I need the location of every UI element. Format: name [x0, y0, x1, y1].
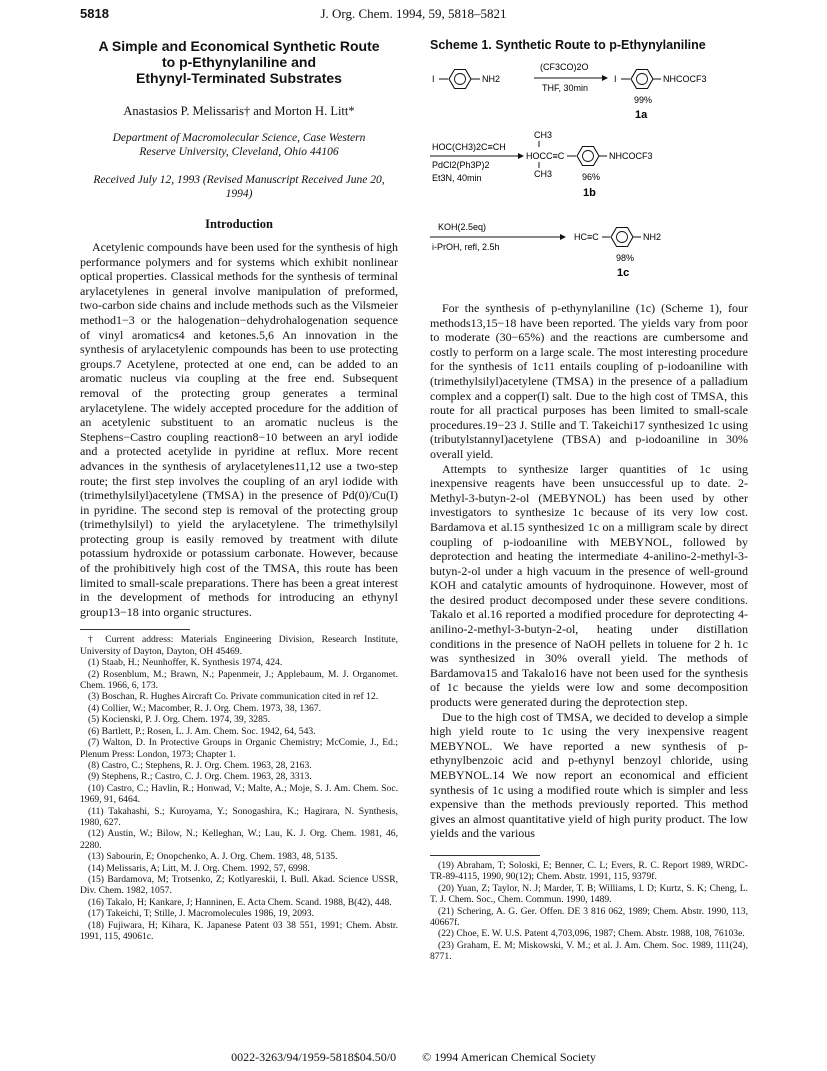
page-footer	[0, 1050, 827, 1065]
article-title	[80, 38, 398, 86]
page-number: 5818	[80, 6, 109, 21]
received-line-2: 1994)	[225, 188, 253, 200]
product3-amine: NH2	[643, 232, 662, 242]
title-line-3: Ethynyl-Terminated Substrates	[136, 70, 342, 86]
footnote-divider	[430, 855, 540, 856]
footnote: (16) Takalo, H; Kankare, J; Hanninen, E. Acta Chem. Scand. 1988, B(42), 448.	[88, 896, 392, 908]
benzene-ring-icon	[611, 228, 633, 247]
affiliation-line-2: Reserve University, Cleveland, Ohio 44106	[139, 146, 339, 158]
step2-conditions: Et3N, 40min	[432, 173, 482, 183]
footnote: (20) Yuan, Z; Taylor, N. J; Marder, T. B; Williams, I. D; Kurtz, S. K; Cheng, L. T. J. Chem. Soc., Chem. Commun. 1990, 1489.	[430, 882, 748, 906]
footnotes-right	[430, 860, 748, 963]
footnotes-left	[80, 634, 398, 942]
paragraph: Attempts to synthesize larger quantities of 1c using inexpensive reagents have been unsuccessful up to date. 2-Methyl-3-butyn-2-ol (MEBYNOL) has been used by other investigators to synthesize 1c because of its very low cost. Bardamova et al.15 synthesized 1c on a milligram scale by direct coupling of p-iodoaniline with MEBYNOL, followed by deprotection and heating the intermediate 4-anilino-2-methyl-3-butyn-2-ol under a high vacuum in the presence of well-ground KOH and catalytic amounts of hydroquinone. However, most of the desired product decomposed under these severe conditions. Takalo et al.16 reported a modified procedure for deprotecting 4-anilino-2-methyl-3-butyn-2-ol, heating under distillation conditions in the presence of NaOH pellets in toluene for 2 h. 1c was synthesized in 30% overall yield. The methods of Bardamova15 and Takalo16 have not been used for the synthesis of 1c because the yields were low and some decomposition products were generated during the deprotection step.	[430, 461, 748, 710]
product2-amide: NHCOCF3	[609, 151, 653, 161]
footnote: (21) Schering, A. G. Ger. Offen. DE 3 816 062, 1989; Chem. Abstr. 1990, 113, 40667f.	[430, 905, 748, 928]
compound-1b: 1b	[583, 187, 596, 199]
footnote: (8) Castro, C.; Stephens, R. J. Org. Chem. 1963, 28, 2163.	[88, 759, 312, 771]
step3-reagent: KOH(2.5eq)	[438, 222, 487, 232]
title-line-1: A Simple and Economical Synthetic Route	[98, 38, 380, 54]
footnote: (15) Bardamova, M; Trotsenko, Z; Kotlyareskii, I. Bull. Akad. Science USSR, Div. Chem. 1982, 1057.	[80, 873, 398, 897]
received-date	[80, 173, 398, 201]
footnote: (18) Fujiwara, H; Kihara, K. Japanese Patent 03 38 551, 1991; Chem. Abstr. 1991, 115, 49061c.	[80, 919, 398, 942]
journal-citation: J. Org. Chem. 1994, 59, 5818–5821	[320, 6, 507, 21]
step2-reagent: HOC(CH3)2C≡CH	[432, 142, 506, 152]
reactant-amine: NH2	[482, 74, 501, 84]
footnote: (13) Sabourin, E; Onopchenko, A. J. Org. Chem. 1983, 48, 5135.	[88, 851, 338, 863]
footnote: (2) Rosenblum, M.; Brawn, N.; Papenmeir, J.; Applebaum, M. J. Organomet. Chem. 1966, 6, 173.	[80, 668, 398, 692]
yield-1a: 99%	[634, 95, 653, 105]
product3-alkyne: HC≡C	[574, 232, 599, 242]
compound-1c: 1c	[617, 267, 630, 279]
benzene-ring-icon	[577, 147, 599, 166]
copyright: © 1994 American Chemical Society	[422, 1050, 596, 1064]
product1-iodo: I	[614, 74, 617, 84]
product2-methyl-bottom: CH3	[534, 169, 553, 179]
footnote: (4) Collier, W.; Macomber, R. J. Org. Chem. 1973, 38, 1367.	[88, 702, 322, 714]
reaction-scheme	[430, 58, 748, 348]
paragraph: Due to the high cost of TMSA, we decided to develop a simple high yield route to 1c using the very inexpensive reagent MEBYNOL. We have reported a new synthesis of p-ethynylbenzoic acid and p-ethynyl benzoyl chloride, using MEBYNOL.14 We now report an economical and efficient synthesis of 1c using a modified route which is simpler and less expensive than the methods previously reported. This method gives an almost quantitative yield of high purity product. The low yields and the various	[430, 709, 748, 841]
footnote: (17) Takeichi, T; Stille, J. Macromolecules 1986, 19, 2093.	[88, 908, 314, 920]
benzene-ring-icon	[631, 70, 653, 89]
journal-code: 0022-3263/94/1959-5818$04.50/0	[231, 1050, 397, 1064]
step3-conditions: i-PrOH, refl, 2.5h	[432, 242, 500, 252]
authors: Anastasios P. Melissaris† and Morton H. Litt*	[123, 104, 355, 118]
footnote: (12) Austin, W.; Bilow, N.; Kelleghan, W.; Lau, K. J. Org. Chem. 1981, 46, 2280.	[80, 828, 398, 851]
product2-methyl-top: CH3	[534, 130, 553, 140]
right-column	[430, 38, 748, 963]
reactant-iodo: I	[432, 74, 435, 84]
footnote: (14) Melissaris, A; Litt, M. J. Org. Chem. 1992, 57, 6998.	[88, 862, 310, 874]
scheme-title: Scheme 1. Synthetic Route to p-Ethynylaniline	[430, 38, 706, 52]
footnote: (3) Boschan, R. Hughes Aircraft Co. Private communication cited in ref 12.	[88, 691, 379, 703]
product2-alkyne: HOCC≡C	[526, 151, 565, 161]
footnote: (10) Castro, C.; Havlin, R.; Honwad, V.; Malte, A.; Moje, S. J. Am. Chem. Soc. 1969, 91, 6464.	[80, 782, 398, 806]
footnote: † Current address: Materials Engineering Division, Research Institute, University of Dayton, Dayton, OH 45469.	[80, 634, 398, 657]
footnote: (23) Graham, E. M; Miskowski, V. M.; et al. J. Am. Chem. Soc. 1989, 111(24), 8771.	[430, 939, 748, 963]
step2-catalyst: PdCl2(Ph3P)2	[432, 160, 490, 170]
footnote: (1) Staab, H.; Neunhoffer, K. Synthesis 1974, 424.	[88, 657, 283, 669]
paragraph: For the synthesis of p-ethynylaniline (1c) (Scheme 1), four methods13,15−18 have been reported. The yields vary from poor to moderate (30−65%) and the reactions are cumbersome and costly to perform on a large scale. The most interesting procedure for the synthesis of 1c11 entails coupling of p-iodoaniline with (trimethylsilyl)acetylene (TMSA) in the presence of a palladium complex and a copper(I) salt. Due to the high cost of TMSA, this route for all practical purposes has been limited to small-scale procedures.19−23 J. Stille and T. Takeichi17 synthesized 1c using (tributylstannyl)acetylene (TBSA) and p-iodoaniline in 30% overall yield.	[430, 301, 748, 461]
step1-conditions: THF, 30min	[542, 83, 589, 93]
product1-amide: NHCOCF3	[663, 74, 707, 84]
body-text-right	[430, 301, 748, 841]
introduction-heading: Introduction	[205, 217, 273, 231]
title-line-2: to p-Ethynylaniline and	[161, 54, 316, 70]
left-column	[80, 38, 398, 942]
affiliation	[80, 131, 398, 159]
yield-1b: 96%	[582, 172, 601, 182]
yield-1c: 98%	[616, 253, 635, 263]
benzene-ring-icon	[449, 70, 471, 89]
compound-1a: 1a	[635, 109, 648, 121]
received-line-1: Received July 12, 1993 (Revised Manuscript Received June 20,	[93, 174, 385, 186]
footnote: (6) Bartlett, P.; Rosen, L. J. Am. Chem. Soc. 1942, 64, 543.	[88, 725, 316, 737]
affiliation-line-1: Department of Macromolecular Science, Case Western	[112, 132, 366, 144]
introduction-paragraph: Acetylenic compounds have been used for the synthesis of high performance polymers and for systems which exhibit nonlinear optical properties. Classical methods for the synthesis of terminal arylacetylenes in general involve manipulation of preformed, two-carbon side chains and include methods such as the Vilsmeier method1−3 or the halogenation−dehydrohalogenation sequence of vinyl aromatics4 and ketones.5,6 An innovation in the synthesis of arylacetylenic compounds has been to use protecting groups.7 Acetylene, protected at one end, can be added to an aromatic nucleus via coupling at the free end. Subsequent removal of the protecting group generates a terminal arylacetylene. The widely accepted procedure for the addition of an acetylenic substituent to an aromatic nucleus is the Stephens−Castro coupling reaction8−10 between an aryl iodide and a protected acetylide in pyridine at reflux. More recent advances in the synthesis of arylacetylenes11,12 use a two-step route; the first step involves the coupling of an aryl iodide with (trimethylsilyl)acetylene (TMSA) in the presence of Pd(0)/Cu(I) in pyridine. The second step is removal of the protecting group (trimethylsilyl) to yield the arylacetylene. The trimethylsilyl protecting group is easily removed by treatment with dilute potassium hydroxide or potassium carbonate. However, because of the prohibitively high cost of the TMSA, this route has been limited to small-scale preparations. There has been a great interest in the development of methods for introducing an ethynyl group13−18 into organic structures.	[80, 240, 398, 619]
footnote: (19) Abraham, T; Soloski, E; Benner, C. L; Evers, R. C. Report 1989, WRDC-TR-89-4115, 1990, 90(12); Chem. Abstr. 1991, 115, 9379f.	[430, 859, 748, 883]
footnote: (11) Takahashi, S.; Kuroyama, Y.; Sonogashira, K.; Hagirara, N. Synthesis, 1980, 627.	[80, 805, 398, 828]
footnote: (22) Choe, E. W. U.S. Patent 4,703,096, 1987; Chem. Abstr. 1988, 108, 76103e.	[438, 928, 745, 940]
footnote: (9) Stephens, R.; Castro, C. J. Org. Chem. 1963, 28, 3313.	[88, 771, 312, 783]
footnote: (5) Kocienski, P. J. Org. Chem. 1974, 39, 3285.	[88, 714, 271, 726]
step1-reagent: (CF3CO)2O	[540, 62, 589, 72]
footnote: (7) Walton, D. In Protective Groups in Organic Chemistry; McComie, J., Ed.; Plenum Press: London, 1973; Chapter 1.	[80, 737, 398, 760]
footnote-divider	[80, 629, 190, 630]
